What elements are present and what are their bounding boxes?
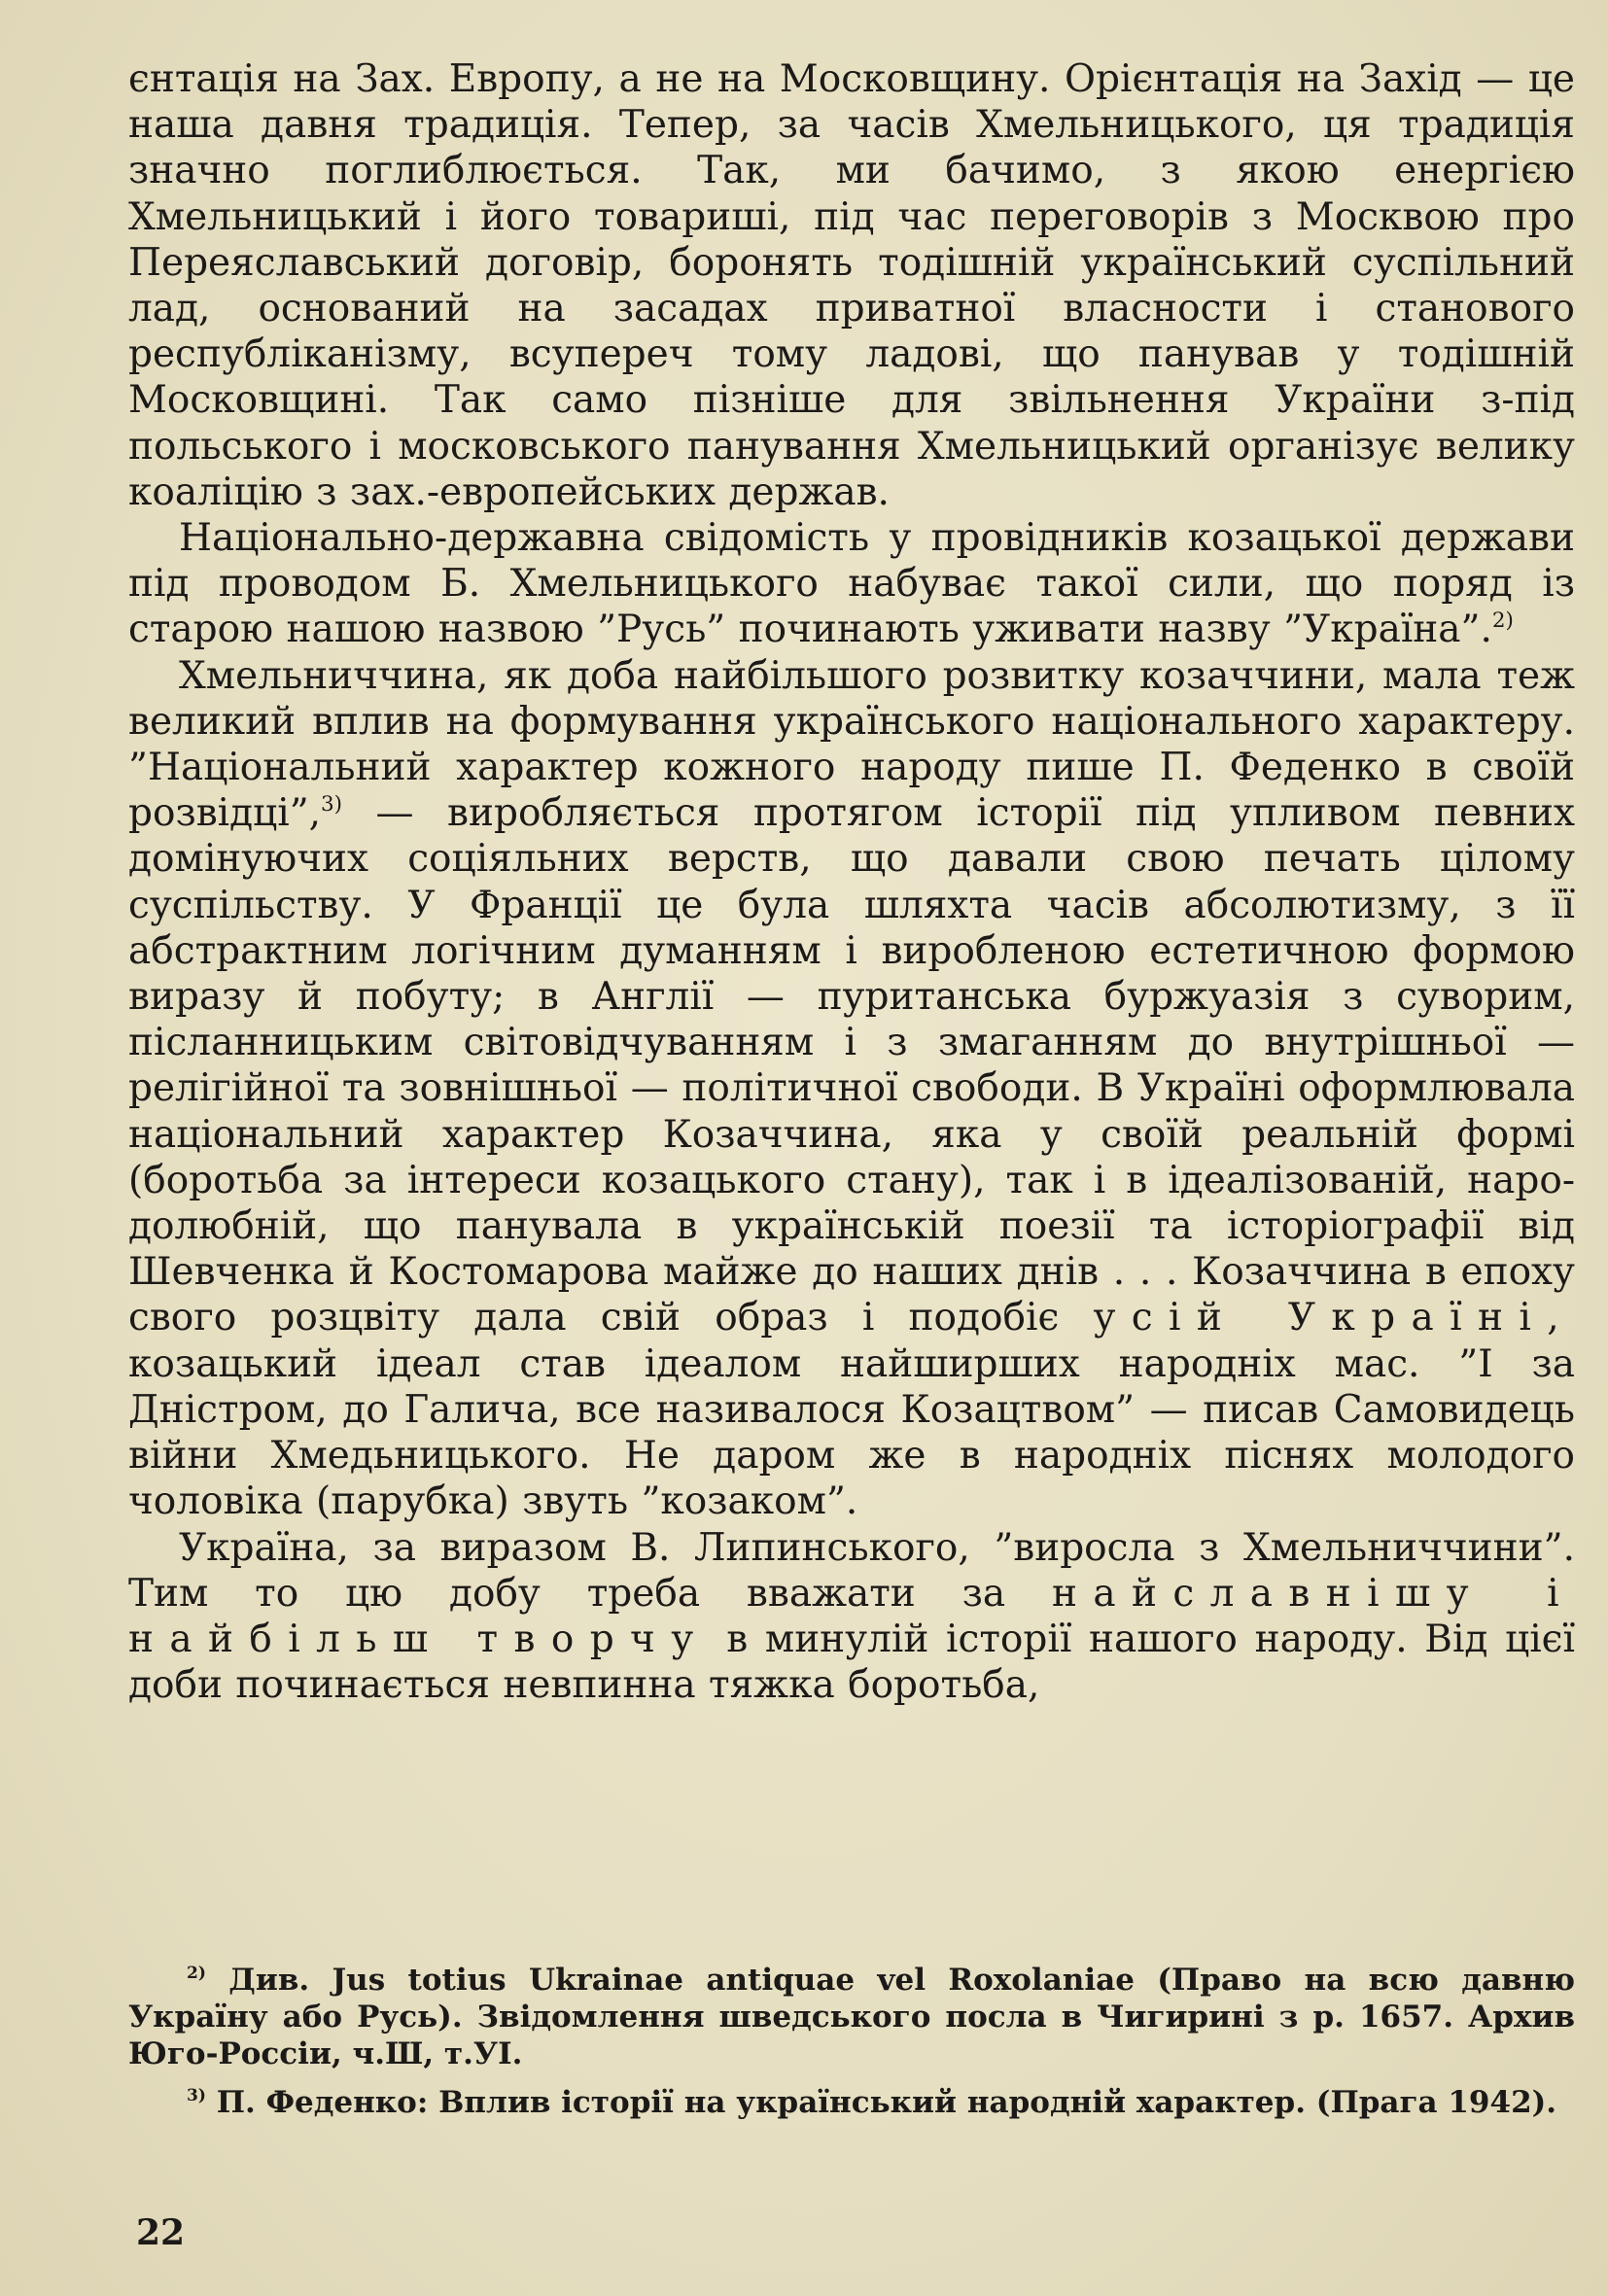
paragraph-3 — [128, 653, 1575, 1525]
footnote-2 — [128, 2084, 1575, 2121]
text-run: в минулій історії нашого народу. Від цієї доби починається невпинна тяжка боротьба, — [128, 1617, 1575, 1708]
emphasized-text: найславнішу і найбільш творчу — [128, 1571, 1575, 1661]
paragraph-2 — [128, 515, 1575, 653]
footnote-reference: 3) — [321, 792, 343, 818]
footnote-reference: 2) — [1491, 609, 1514, 634]
text-run: — виробляється протягом історії під упливом певних домінуючих соціяльних верств, що давали свою печать цілому суспільству. У Франції це була шляхта часів абсолютизму, з її абстрактним логічним думанням і виробленою естетичною формою виразу й побуту; в Англії — пуританська буржуазія з суворим, післанницьким світовідчуванням і з змаганням до внутрішньої — релігійної та зовнішньої — політичної свободи. В Україні оформлювала національний характер Козаччина, яка у своїй реальній формі (боротьба за інтереси козацького стану), так і в ідеалізованій, народолюбній, що панувала в українській поезії та історіографії від Шевченка й Костомарова майже до наших днів . . . Козаччина в епоху свого розцвіту дала свій образ і подобіє — [128, 791, 1575, 1340]
footnote-mark: 3) — [187, 2086, 206, 2106]
book-page — [128, 56, 1575, 2253]
page-number: 22 — [136, 2212, 186, 2253]
text-run: Національно-державна свідомість у провідників козацької держави під проводом Б. Хмельницького набуває такої сили, що поряд із старою нашою назвою ”Русь” починають уживати назву ”Україна”. — [128, 516, 1575, 652]
footnote-1 — [128, 1962, 1575, 2072]
text-run: Україна, за виразом В. Липинського, ”виросла з Хмельниччини”. Тим то цю добу треба вважати за — [128, 1525, 1575, 1616]
text-run: козацький ідеал став ідеалом найширших народніх мас. ”І за Дністром, до Галича, все називалося Козацтвом” — писав Самовидець війни Хмедьницького. Не даром же в народніх піснях молодого чоловіка (парубка) звуть ”козаком”. — [128, 1341, 1575, 1524]
main-text — [128, 56, 1575, 1708]
paragraph-4 — [128, 1525, 1575, 1709]
emphasized-text: усій Україні, — [1093, 1296, 1575, 1340]
text-run: єнтація на Зах. Европу, а не на Московщину. Орієнтація на Захід — це наша давня традиція. Тепер, за часів Хмельницького, ця традиція значно поглиблюється. Так, ми бачимо, з якою енергією Хмельницький і його товариші, під час переговорів з Москвою про Переяславський договір, боронять тодішній український суспільний лад, оснований на засадах приватної власности і станового республіканізму, всупереч тому ладові, що панував у тодішній Московщині. Так само пізніше для звільнення України з-під польського і московського панування Хмельницький організує велику коаліцію з зах.-европейських держав. — [128, 57, 1575, 514]
footnotes — [128, 1962, 1575, 2133]
text-run: Хмельниччина, як доба найбільшого розвитку козаччини, мала теж великий вплив на формування українського національного характеру. ”Національний характер кожного народу пише П. Феденко в своїй розвідці”, — [128, 653, 1575, 836]
footnote-text: Див. Jus totius Ukrainae antiquae vel Roxolaniae (Право на всю давню Україну або Русь). Звідомлення шведського посла в Чигирині з р. 1657. Архив Юго-Россіи, ч.Ш, т.УІ. — [128, 1963, 1575, 2071]
footnote-text: П. Феденко: Вплив історії на український народній характер. (Прага 1942). — [205, 2085, 1557, 2120]
footnote-mark: 2) — [187, 1964, 206, 1984]
paragraph-1 — [128, 56, 1575, 515]
